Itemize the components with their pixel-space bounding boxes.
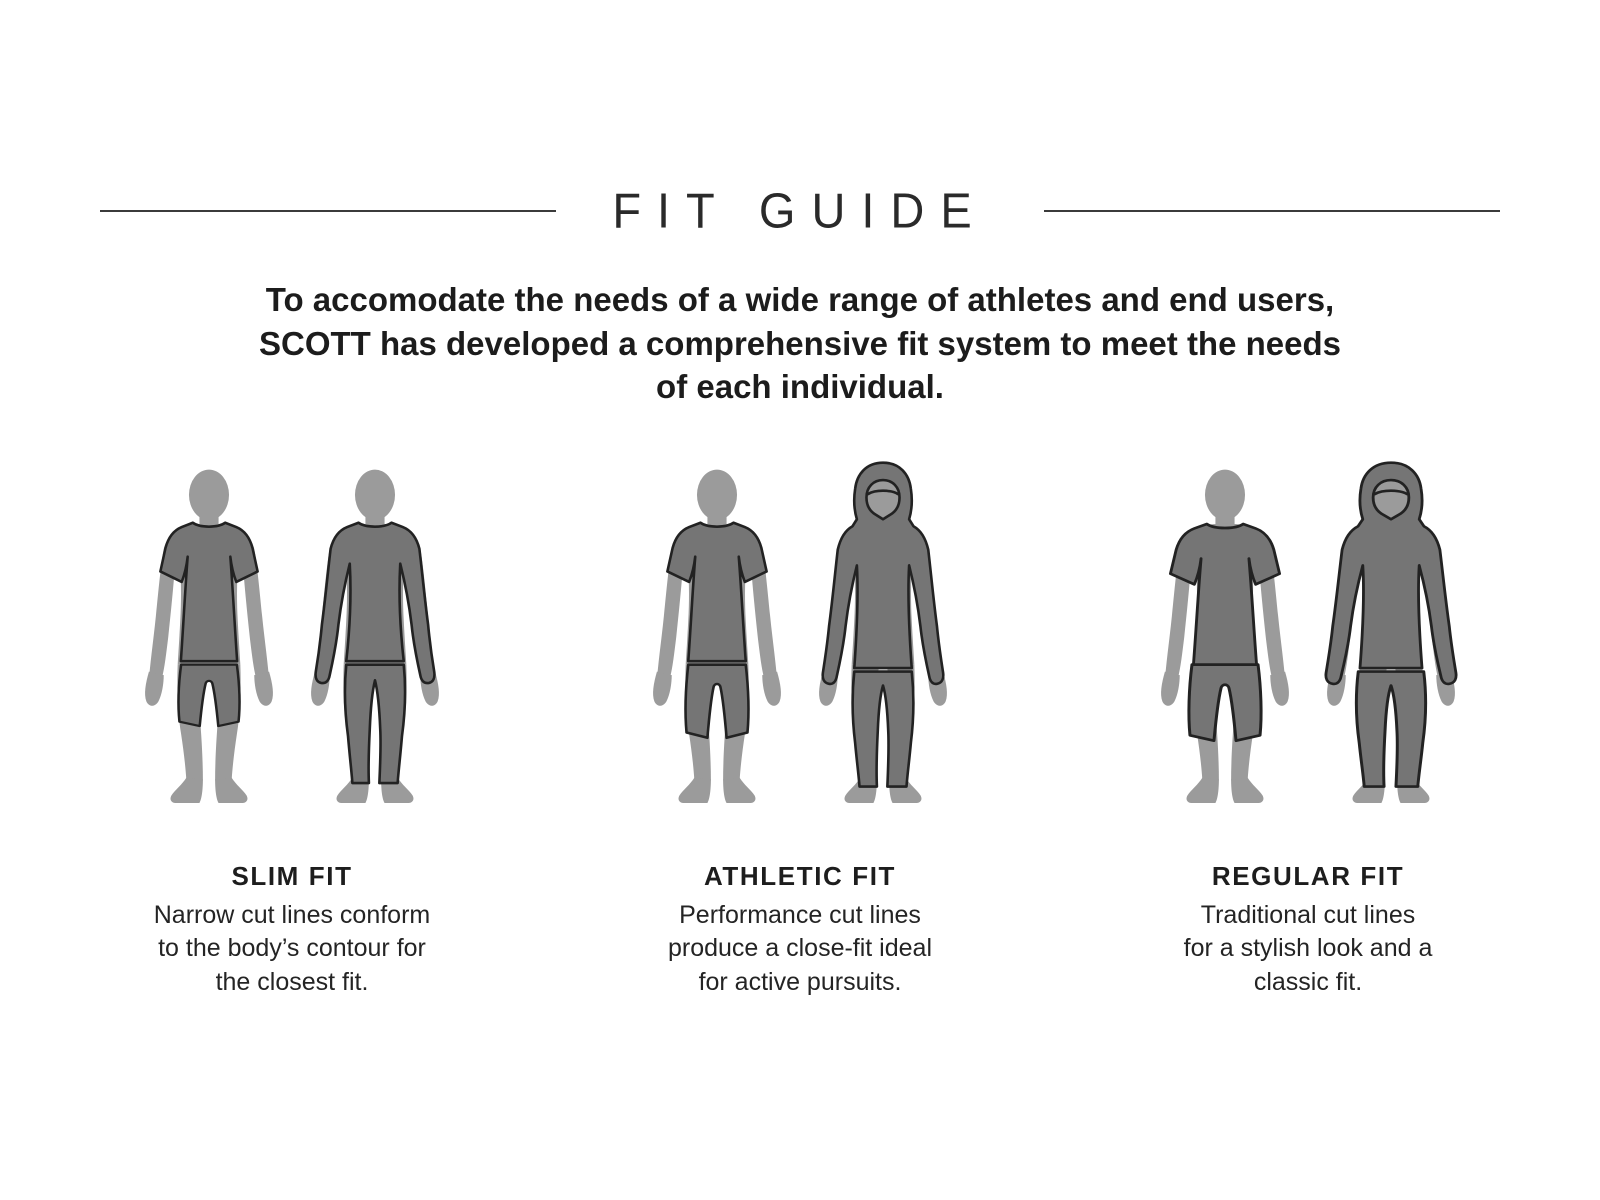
left-rule-line <box>100 210 556 212</box>
slim-longsleeve-tights-figure <box>301 459 449 825</box>
intro-text <box>0 278 1600 409</box>
fit-card-slim <box>112 459 472 1000</box>
slim-tee-shorts-figure <box>135 459 283 825</box>
fit-description-athletic <box>620 899 980 1000</box>
athletic-tee-shorts-figure <box>643 459 791 825</box>
fit-description-line: Narrow cut lines conform <box>153 900 431 929</box>
fit-card-regular <box>1128 459 1488 1000</box>
fit-name-slim: SLIM FIT <box>231 860 353 891</box>
fit-columns <box>0 459 1600 1000</box>
fit-description-line: for a stylish look and a <box>1183 934 1433 963</box>
athletic-fit-figures <box>620 459 980 825</box>
regular-hoodie-pants-figure <box>1317 459 1465 825</box>
athletic-hoodie-pants-figure <box>809 459 957 825</box>
slim-fit-figures <box>112 459 472 825</box>
fit-description-line: Performance cut lines <box>679 900 921 929</box>
fit-description-regular <box>1128 899 1488 1000</box>
fit-name-regular: REGULAR FIT <box>1211 860 1405 891</box>
fit-description-slim <box>112 899 472 1000</box>
intro-line: To accomodate the needs of a wide range of athletes and end users, <box>265 281 1335 318</box>
fit-description-line: the closest fit. <box>215 967 369 996</box>
fit-card-athletic <box>620 459 980 1000</box>
regular-tee-shorts-figure <box>1151 459 1299 825</box>
fit-name-athletic: ATHLETIC FIT <box>703 860 897 891</box>
fit-description-line: for active pursuits. <box>698 967 902 996</box>
intro-line: of each individual. <box>656 368 944 406</box>
fit-description-line: classic fit. <box>1253 967 1363 996</box>
intro-line: SCOTT has developed a comprehensive fit system to meet the needs <box>259 324 1341 362</box>
right-rule-line <box>1044 210 1500 212</box>
header <box>0 183 1600 238</box>
page-title: FIT GUIDE <box>612 182 988 239</box>
fit-description-line: Traditional cut lines <box>1200 900 1416 929</box>
fit-description-line: produce a close-fit ideal <box>667 934 933 963</box>
regular-fit-figures <box>1128 459 1488 825</box>
fit-description-line: to the body’s contour for <box>158 934 426 963</box>
